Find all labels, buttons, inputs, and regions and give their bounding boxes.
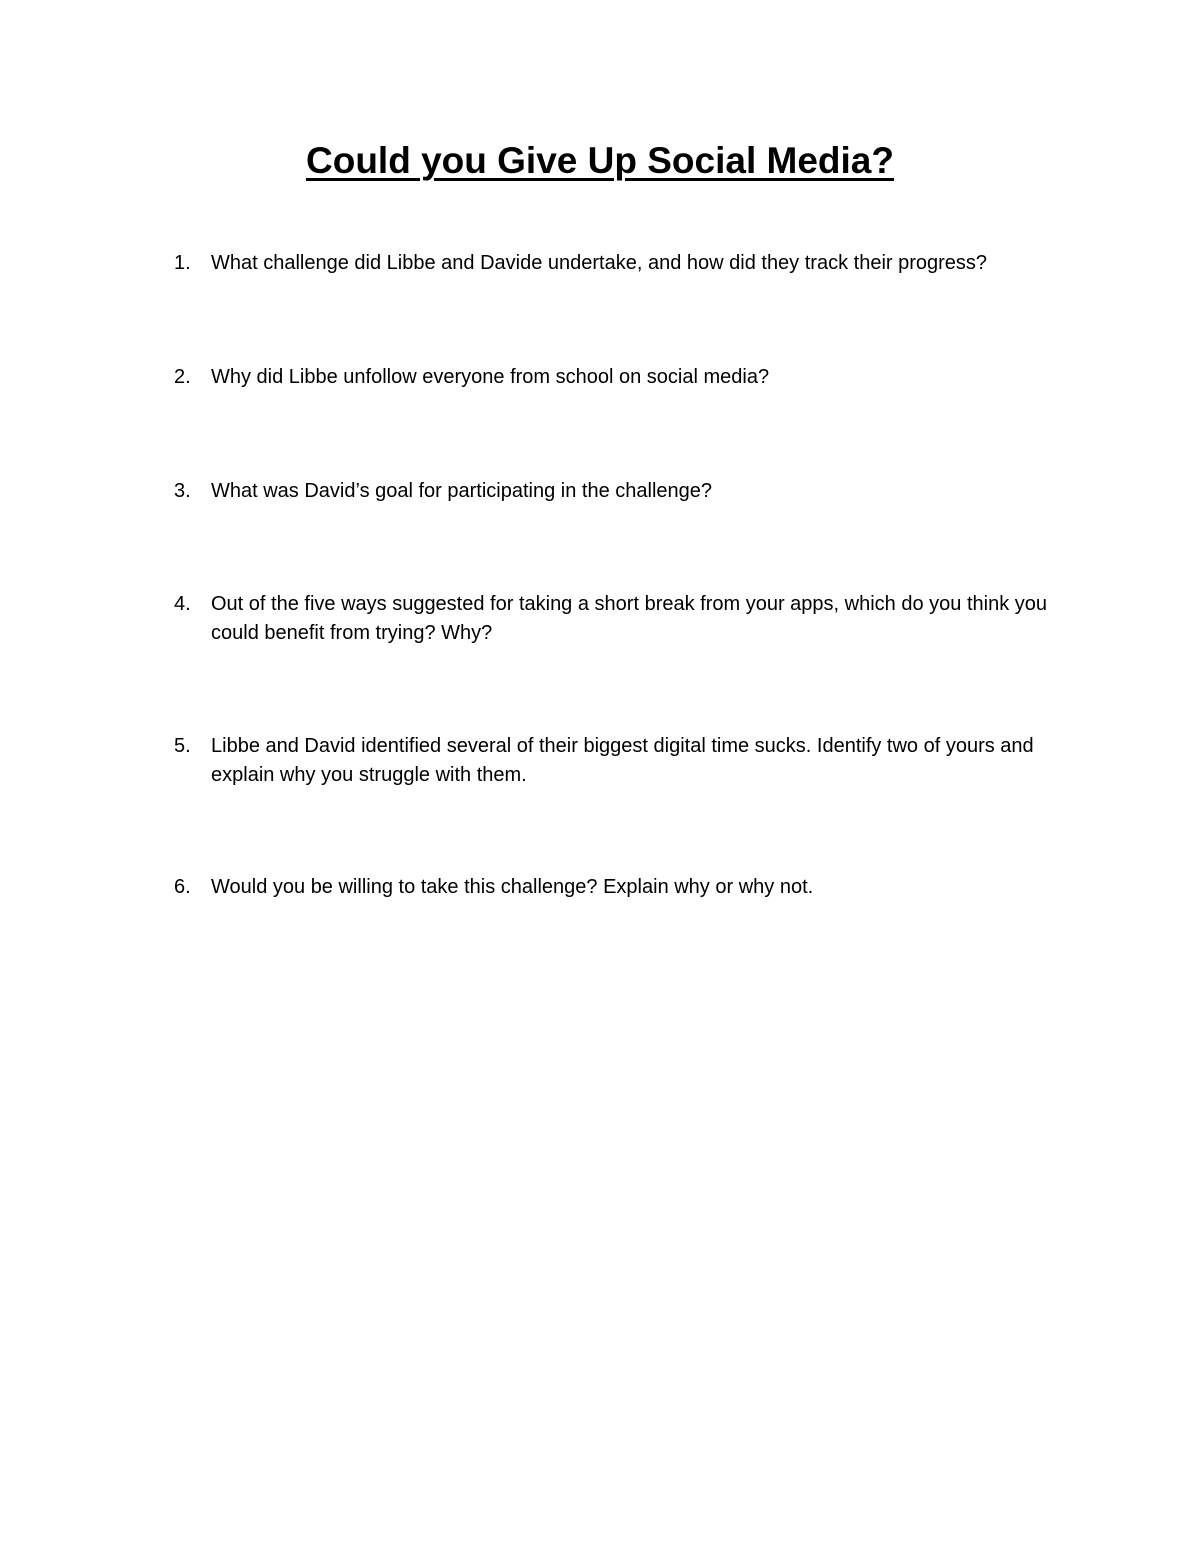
question-item xyxy=(174,249,1074,278)
question-number: 1. xyxy=(174,252,191,274)
question-item xyxy=(174,732,1074,790)
question-item xyxy=(174,477,1074,506)
question-text: What was David’s goal for participating in the challenge? xyxy=(211,480,713,502)
question-number: 2. xyxy=(174,366,191,388)
question-item xyxy=(174,363,1074,392)
page-title: Could you Give Up Social Media? xyxy=(306,140,894,181)
question-item xyxy=(174,873,1074,902)
question-number: 5. xyxy=(174,735,191,757)
question-text: What challenge did Libbe and Davide undertake, and how did they track their progress? xyxy=(211,252,988,274)
question-number: 6. xyxy=(174,876,191,898)
question-number: 3. xyxy=(174,480,191,502)
question-number: 4. xyxy=(174,593,191,615)
question-text: Why did Libbe unfollow everyone from school on social media? xyxy=(211,366,770,388)
question-text: Would you be willing to take this challenge? Explain why or why not. xyxy=(211,876,814,898)
question-item xyxy=(174,590,1074,648)
question-text: Out of the five ways suggested for taking a short break from your apps, which do you think you could benefit from trying? Why? xyxy=(211,593,1047,644)
question-text: Libbe and David identified several of their biggest digital time sucks. Identify two of yours and explain why you struggle with them. xyxy=(211,735,1034,786)
